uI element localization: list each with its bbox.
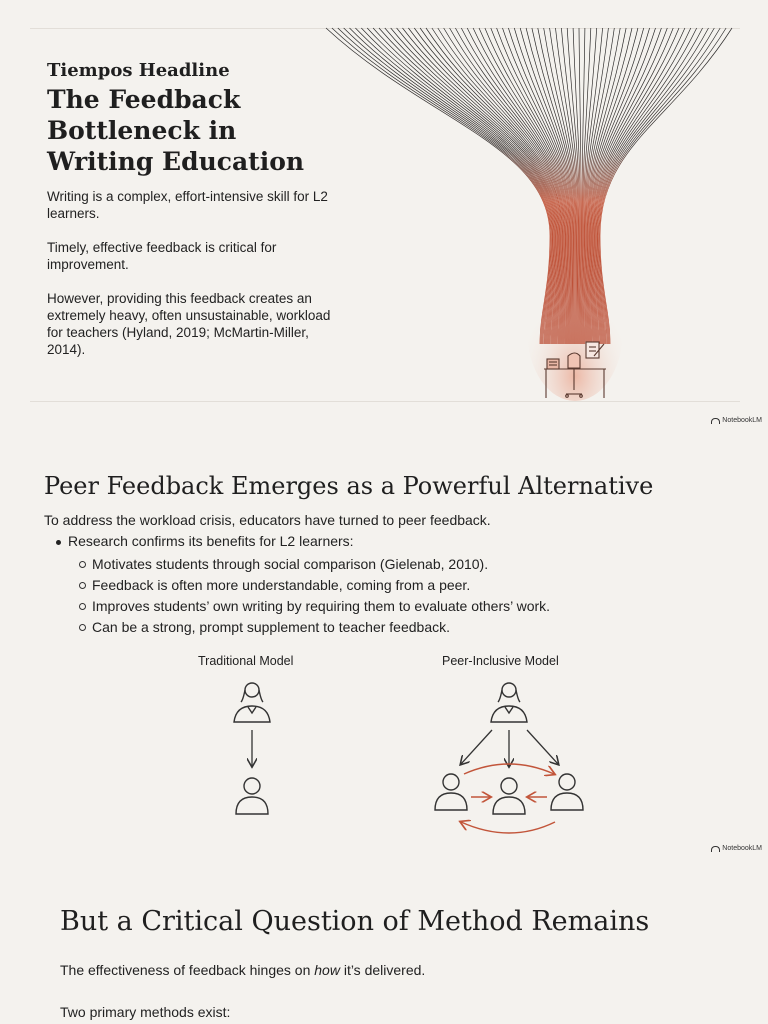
- sub-bullet-text: Feedback is often more understandable, coming from a peer.: [92, 577, 471, 593]
- student-icon: [435, 774, 467, 810]
- feedback-models-diagram: [220, 674, 600, 844]
- teacher-icon: [234, 683, 270, 722]
- bullet-dot-icon: [56, 540, 61, 545]
- body-paragraph: Timely, effective feedback is critical for improvement.: [47, 240, 277, 272]
- body-paragraph: Two primary methods exist:: [60, 1004, 231, 1020]
- student-icon: [551, 774, 583, 810]
- funnel-line: [332, 28, 551, 344]
- sub-bullet-item: [79, 617, 550, 638]
- bottom-divider: [30, 401, 740, 402]
- funnel-line: [379, 28, 557, 344]
- slide-feedback-bottleneck: [0, 0, 768, 424]
- brand-name: NotebookLM: [722, 845, 762, 852]
- body-paragraph: [60, 962, 425, 978]
- funnel-line: [599, 28, 726, 344]
- sub-bullet-text: Can be a strong, prompt supplement to teacher feedback.: [92, 619, 450, 635]
- funnel-line: [355, 28, 553, 344]
- peer-inclusive-model-label: Peer-Inclusive Model: [442, 654, 559, 668]
- emphasis-text: how: [314, 962, 340, 978]
- sub-bullet-item: [79, 596, 550, 617]
- intro-text: To address the workload crisis, educators have turned to peer feedback.: [44, 512, 491, 528]
- notebooklm-logo-icon: [711, 418, 720, 424]
- text-run: The effectiveness of feedback hinges on: [60, 962, 315, 978]
- sub-bullet-list: [79, 554, 550, 638]
- funnel-line: [385, 28, 557, 344]
- funnel-line: [373, 28, 556, 344]
- arrow-icon: [527, 730, 558, 764]
- funnel-lines: [326, 28, 732, 344]
- body-paragraph: Writing is a complex, effort-intensive skill for L2 learners.: [47, 189, 328, 221]
- teacher-icon: [491, 683, 527, 722]
- funnel-line: [350, 28, 553, 344]
- hollow-bullet-icon: [79, 624, 86, 631]
- funnel-line: [391, 28, 558, 344]
- body-paragraph: However, providing this feedback creates an extremely heavy, often unsustainable, workload for teachers (Hyland, 2019; McMartin-Miller, 2014).: [47, 291, 331, 357]
- funnel-line: [599, 28, 721, 344]
- slide-kicker: Tiempos Headline: [47, 60, 230, 81]
- hollow-bullet-icon: [79, 582, 86, 589]
- sub-bullet-item: [79, 575, 550, 596]
- slide-title: But a Critical Question of Method Remains: [60, 906, 650, 937]
- notebooklm-logo-icon: [711, 846, 720, 852]
- brand-watermark: [711, 845, 762, 852]
- arrow-icon: [461, 730, 492, 764]
- peer-exchange-arrows: [461, 764, 555, 833]
- student-icon: [493, 778, 525, 814]
- slide-critical-question: [0, 862, 768, 1024]
- funnel-illustration: [318, 26, 740, 402]
- slide-title: The Feedback Bottleneck in Writing Education: [47, 85, 305, 176]
- hollow-bullet-icon: [79, 603, 86, 610]
- bullet-text: Research confirms its benefits for L2 learners:: [68, 533, 354, 549]
- slide-title: Peer Feedback Emerges as a Powerful Alternative: [44, 472, 654, 500]
- sub-bullet-text: Improves students’ own writing by requiring them to evaluate others’ work.: [92, 598, 551, 614]
- text-run: it’s delivered.: [339, 962, 426, 978]
- traditional-model-label: Traditional Model: [198, 654, 294, 668]
- bullet-item: [56, 533, 354, 549]
- slide-peer-feedback: [0, 430, 768, 855]
- sub-bullet-text: Motivates students through social comparison (Gielenab, 2010).: [92, 556, 489, 572]
- hollow-bullet-icon: [79, 561, 86, 568]
- brand-watermark: [711, 417, 762, 424]
- sub-bullet-item: [79, 554, 550, 575]
- student-icon: [236, 778, 268, 814]
- brand-name: NotebookLM: [722, 417, 762, 424]
